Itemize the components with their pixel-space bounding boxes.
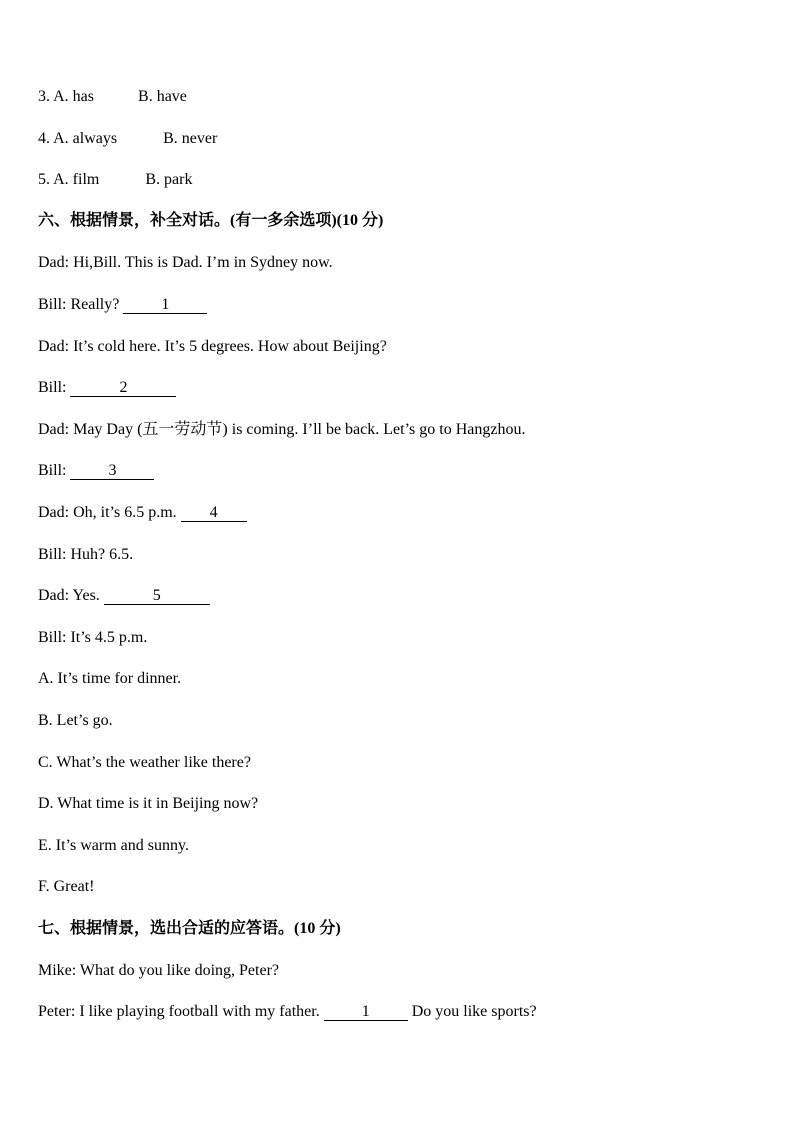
dialogue-line: Dad: Oh, it’s 6.5 p.m. 4 xyxy=(38,503,247,523)
answer-blank[interactable]: 3 xyxy=(70,462,154,480)
option-row xyxy=(38,87,187,107)
dialogue-line: Bill: 2 xyxy=(38,378,176,398)
dialogue-line: Bill: Really? 1 xyxy=(38,295,207,315)
dialogue-line: Dad: It’s cold here. It’s 5 degrees. How about Beijing? xyxy=(38,338,387,355)
answer-blank[interactable]: 4 xyxy=(181,504,247,522)
question-number: 5. xyxy=(38,171,50,188)
section-6-points: 10 xyxy=(342,212,358,229)
option-a: A. always xyxy=(53,130,118,147)
dialogue-line: Dad: May Day (五一劳动节) is coming. I’ll be back. Let’s go to Hangzhou. xyxy=(38,421,526,438)
answer-blank[interactable]: 5 xyxy=(104,587,210,605)
dialogue-line: Bill: It’s 4.5 p.m. xyxy=(38,629,148,646)
answer-blank[interactable]: 1 xyxy=(324,1003,408,1021)
dialogue-line: Mike: What do you like doing, Peter? xyxy=(38,962,279,979)
choice-item: A. It’s time for dinner. xyxy=(38,670,182,687)
option-a: A. film xyxy=(53,171,100,188)
option-b: B. have xyxy=(138,88,187,105)
question-number: 4. xyxy=(38,130,50,147)
section-7-heading: 七、根据情景，选出合适的应答语。(10 分) xyxy=(38,920,341,937)
option-a: A. has xyxy=(53,88,95,105)
choice-item: C. What’s the weather like there? xyxy=(38,754,251,771)
answer-blank[interactable]: 1 xyxy=(123,296,207,314)
question-number: 3. xyxy=(38,88,50,105)
option-b: B. park xyxy=(145,171,193,188)
dialogue-line: Dad: Yes. 5 xyxy=(38,586,210,606)
choice-item: F. Great! xyxy=(38,878,95,895)
option-row xyxy=(38,170,192,190)
option-b: B. never xyxy=(163,130,218,147)
dialogue-line: Bill: Huh? 6.5. xyxy=(38,546,134,563)
choice-item: D. What time is it in Beijing now? xyxy=(38,795,259,812)
option-row xyxy=(38,129,217,149)
answer-blank[interactable]: 2 xyxy=(70,379,176,397)
section-6-heading: 六、根据情景，补全对话。(有一多余选项)(10 分) xyxy=(38,212,384,229)
dialogue-line: Bill: 3 xyxy=(38,461,154,481)
choice-item: E. It’s warm and sunny. xyxy=(38,837,189,854)
dialogue-line: Dad: Hi,Bill. This is Dad. I’m in Sydney now. xyxy=(38,254,333,271)
dialogue-line: Peter: I like playing football with my father. 1 Do you like sports? xyxy=(38,1003,537,1020)
choice-item: B. Let’s go. xyxy=(38,712,113,729)
